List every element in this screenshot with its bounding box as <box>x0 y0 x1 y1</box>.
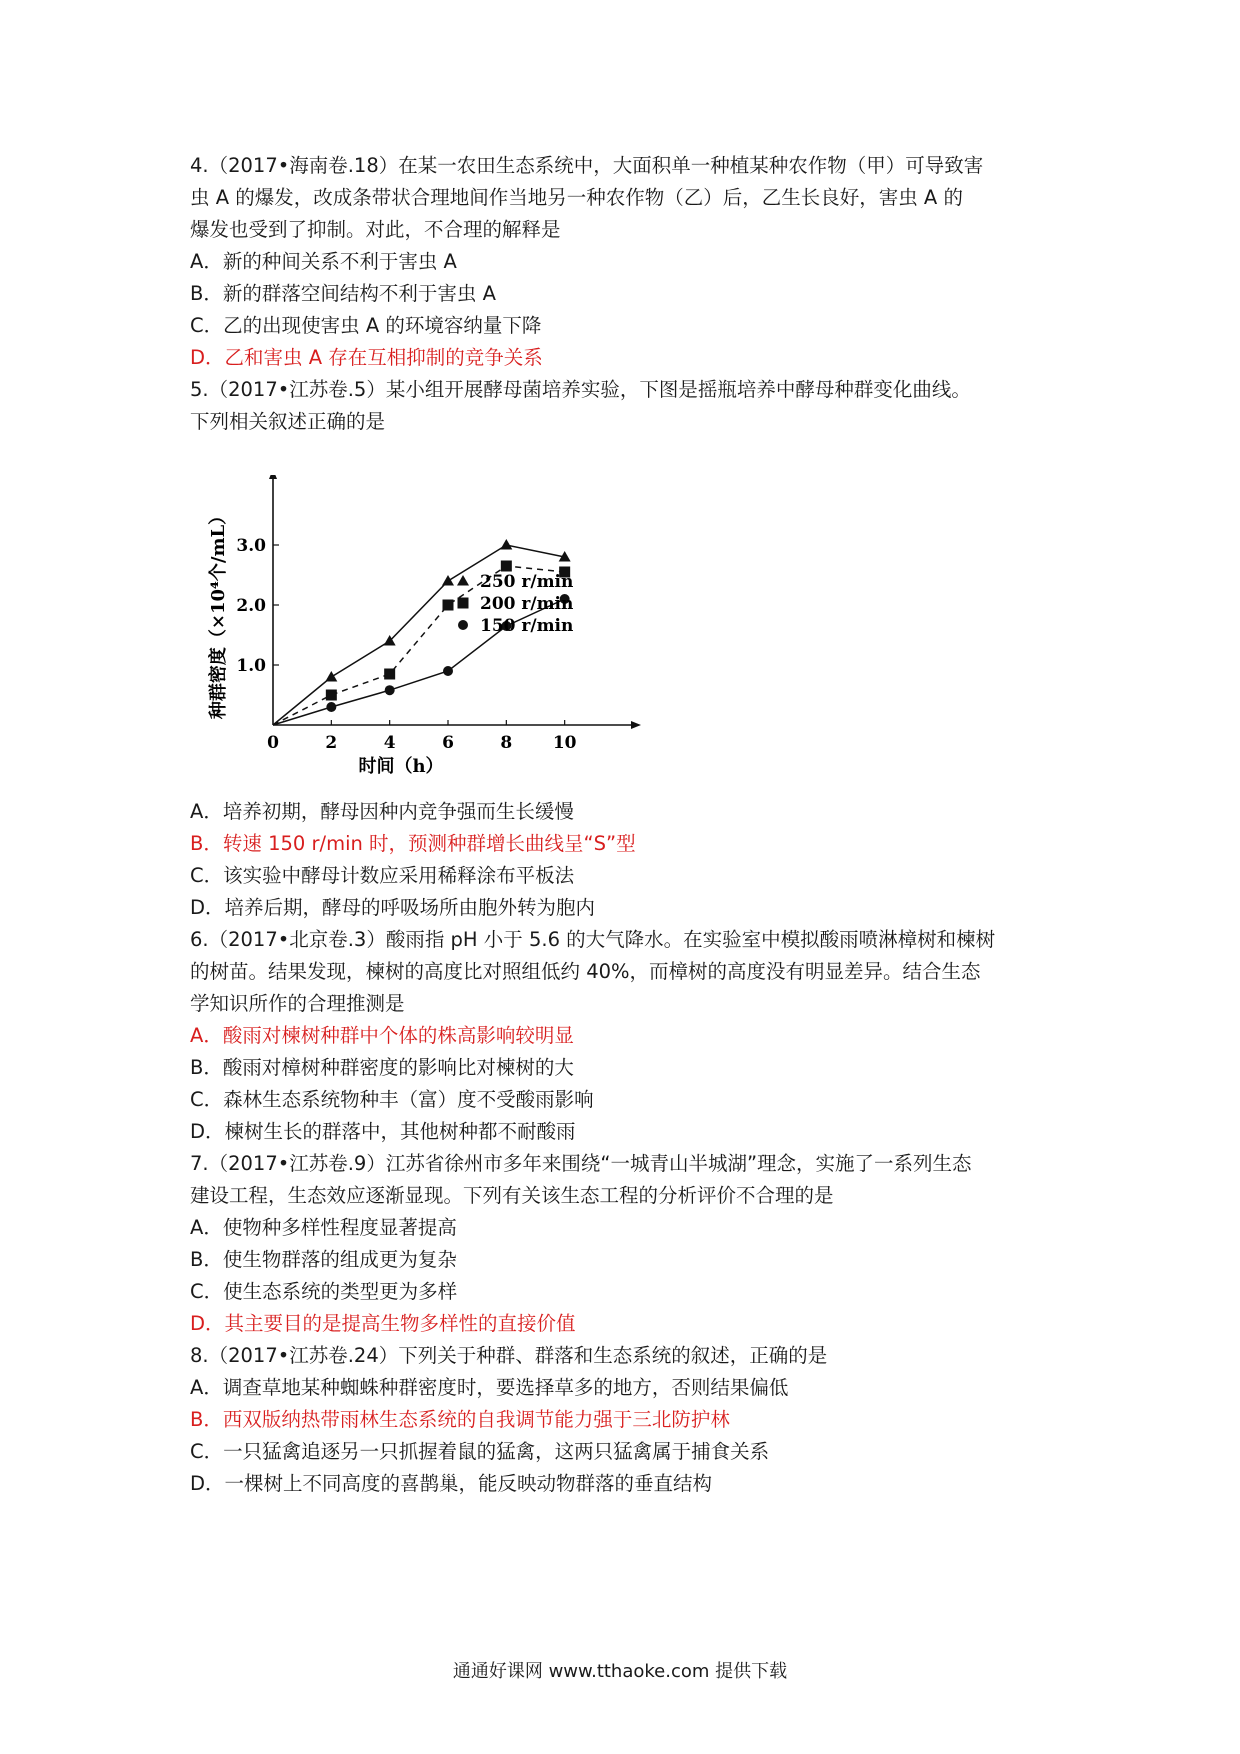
data-point-square <box>326 690 337 701</box>
legend-label: 200 r/min <box>480 594 574 614</box>
q6-stem-line-2: 的树苗。结果发现，楝树的高度比对照组低约 40%，而樟树的高度没有明显差异。结合生态 <box>190 960 981 983</box>
x-tick-label: 4 <box>383 733 396 753</box>
q8-option-d: D．一棵树上不同高度的喜鹊巢，能反映动物群落的垂直结构 <box>190 1472 713 1495</box>
y-tick-label: 2.0 <box>236 596 266 616</box>
q7-stem-line-1: 7.（2017•江苏卷.9）江苏省徐州市多年来围绕“一城青山半城湖”理念，实施了一系列生态 <box>190 1152 972 1175</box>
data-point-square <box>384 669 395 680</box>
q7-option-c: C．使生态系统的类型更为多样 <box>190 1280 458 1303</box>
q4-option-a: A．新的种间关系不利于害虫 A <box>190 250 457 273</box>
q7-option-b: B．使生物群落的组成更为复杂 <box>190 1248 457 1271</box>
q6-option-d: D．楝树生长的群落中，其他树种都不耐酸雨 <box>190 1120 576 1143</box>
y-axis-label: 种群密度（×10⁴个/mL） <box>208 506 229 720</box>
legend-marker-triangle <box>457 575 469 586</box>
q6-stem-line-3: 学知识所作的合理推测是 <box>190 992 405 1015</box>
q7-option-a: A．使物种多样性程度显著提高 <box>190 1216 457 1239</box>
q8-option-c: C．一只猛禽追逐另一只抓握着鼠的猛禽，这两只猛禽属于捕食关系 <box>190 1440 770 1463</box>
data-point-triangle <box>325 671 337 682</box>
q5-option-d: D．培养后期，酵母的呼吸场所由胞外转为胞内 <box>190 896 596 919</box>
x-tick-label: 10 <box>552 733 577 753</box>
data-point-circle <box>385 685 395 695</box>
y-tick-label: 1.0 <box>236 656 266 676</box>
data-point-square <box>501 561 512 572</box>
data-point-triangle <box>500 539 512 550</box>
q5-stem-line-1: 5.（2017•江苏卷.5）某小组开展酵母菌培养实验，下图是摇瓶培养中酵母种群变化曲线。 <box>190 378 971 401</box>
q6-option-a-answer: A．酸雨对楝树种群中个体的株高影响较明显 <box>190 1024 574 1047</box>
data-point-square <box>443 600 454 611</box>
q5-option-c: C．该实验中酵母计数应采用稀释涂布平板法 <box>190 864 575 887</box>
q4-option-c: C．乙的出现使害虫 A 的环境容纳量下降 <box>190 314 542 337</box>
x-axis-arrow <box>631 721 641 729</box>
x-tick-label: 8 <box>500 733 513 753</box>
legend-marker-circle <box>458 620 468 630</box>
q7-option-d-answer: D．其主要目的是提高生物多样性的直接价值 <box>190 1312 576 1335</box>
q8-option-a: A．调查草地某种蜘蛛种群密度时，要选择草多的地方，否则结果偏低 <box>190 1376 789 1399</box>
x-tick-label: 6 <box>442 733 454 753</box>
q8-option-b-answer: B．西双版纳热带雨林生态系统的自我调节能力强于三北防护林 <box>190 1408 730 1431</box>
q4-option-d-answer: D．乙和害虫 A 存在互相抑制的竞争关系 <box>190 346 543 369</box>
q6-stem-line-1: 6.（2017•北京卷.3）酸雨指 pH 小于 5.6 的大气降水。在实验室中模拟酸雨喷淋樟树和楝树 <box>190 928 996 951</box>
q4-stem-line-2: 虫 A 的爆发，改成条带状合理地间作当地另一种农作物（乙）后，乙生长良好，害虫 A 的 <box>190 186 963 209</box>
q8-stem-line-1: 8.（2017•江苏卷.24）下列关于种群、群落和生态系统的叙述，正确的是 <box>190 1344 828 1367</box>
q4-stem-line-1: 4.（2017•海南卷.18）在某一农田生态系统中，大面积单一种植某种农作物（甲）可导致害 <box>190 154 984 177</box>
data-point-circle <box>326 702 336 712</box>
q6-option-b: B．酸雨对樟树种群密度的影响比对楝树的大 <box>190 1056 574 1079</box>
q4-stem-line-3: 爆发也受到了抑制。对此，不合理的解释是 <box>190 218 561 241</box>
legend-label: 250 r/min <box>480 572 574 592</box>
x-axis-label: 时间（h） <box>358 756 444 777</box>
data-point-triangle <box>442 575 454 586</box>
q5-option-a: A．培养初期，酵母因种内竞争强而生长缓慢 <box>190 800 574 823</box>
legend-label: 150 r/min <box>480 616 574 636</box>
y-tick-label: 3.0 <box>236 536 266 556</box>
x-tick-label: 2 <box>325 733 338 753</box>
q4-option-b: B．新的群落空间结构不利于害虫 A <box>190 282 496 305</box>
x-tick-label: 0 <box>267 733 279 753</box>
q6-option-c: C．森林生态系统物种丰（富）度不受酸雨影响 <box>190 1088 594 1111</box>
q5-stem-line-2: 下列相关叙述正确的是 <box>190 410 386 433</box>
footer-credit: 通通好课网 www.tthaoke.com 提供下载 <box>452 1661 788 1682</box>
y-axis-arrow <box>269 475 277 479</box>
legend-marker-square <box>458 598 469 609</box>
data-point-circle <box>443 666 453 676</box>
q7-stem-line-2: 建设工程，生态效应逐渐显现。下列有关该生态工程的分析评价不合理的是 <box>190 1184 834 1207</box>
q5-option-b-answer: B．转速 150 r/min 时，预测种群增长曲线呈“S”型 <box>190 832 636 855</box>
yeast-population-chart <box>200 475 660 790</box>
